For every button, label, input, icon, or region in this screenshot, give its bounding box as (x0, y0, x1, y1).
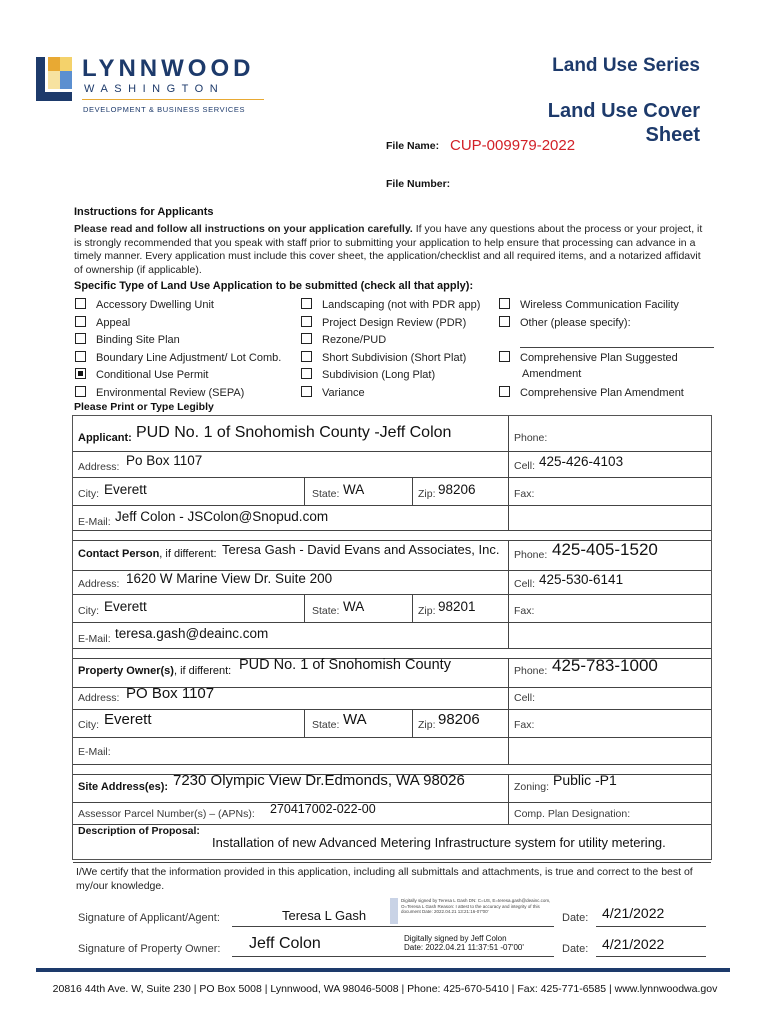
checkbox-rezone-pud[interactable]: Rezone/PUD (301, 333, 386, 346)
page-title-line1: Land Use Cover (547, 100, 700, 122)
applicant-phone-label: Phone: (514, 432, 548, 444)
contact-cell-label: Cell: (514, 578, 536, 590)
contact-phone-label: Phone: (514, 549, 548, 561)
applicant-zip[interactable]: 98206 (438, 482, 476, 497)
sig-applicant-line (232, 926, 554, 927)
date-applicant[interactable]: 4/21/2022 (602, 905, 665, 921)
owner-label-suffix: , if different: (173, 665, 232, 677)
date-owner[interactable]: 4/21/2022 (602, 936, 665, 952)
print-note: Please Print or Type Legibly (74, 401, 214, 413)
description-label: Description of Proposal: (78, 825, 200, 837)
applicant-cell[interactable]: 425-426-4103 (539, 454, 624, 469)
checkbox-variance[interactable]: Variance (301, 386, 365, 399)
contact-address-label: Address: (78, 578, 120, 590)
logo-divider (82, 99, 264, 100)
logo (36, 55, 276, 125)
checkbox-short-subdivision[interactable]: Short Subdivision (Short Plat) (301, 351, 466, 364)
checkbox-comp-plan-suggested[interactable]: Comprehensive Plan Suggested (499, 351, 678, 364)
owner-city-label: City: (78, 719, 99, 731)
sig-applicant-label: Signature of Applicant/Agent: (78, 912, 220, 924)
applicant-address-label: Address: (78, 461, 120, 473)
checkbox-icon[interactable] (499, 316, 510, 327)
checkbox-boundary-line-adjustment[interactable]: Boundary Line Adjustment/ Lot Comb. (75, 351, 281, 364)
checkbox-icon[interactable] (301, 316, 312, 327)
instructions-text: If you have any questions about the process or your project, it is strongly recommended that you speak with staff prior to submitting your application to help ensure that processing can advance in a timely manner. Every application must include this cover sheet, the application/checklist and all required items, and a notarized affidavit of ownership (if applicable). (74, 223, 703, 276)
logo-state: WASHINGTON (84, 83, 225, 95)
applicant-address[interactable]: Po Box 1107 (126, 453, 203, 468)
checkbox-icon[interactable] (75, 386, 86, 397)
checkbox-icon[interactable] (75, 333, 86, 344)
owner-email-label: E-Mail: (78, 746, 111, 758)
checkbox-project-design-review[interactable]: Project Design Review (PDR) (301, 316, 466, 329)
sig-applicant-name[interactable]: Teresa L Gash (282, 908, 367, 923)
owner-state-label: State: (312, 719, 340, 731)
contact-label-group (78, 548, 217, 560)
applicant-state-label: State: (312, 488, 340, 500)
owner-name[interactable]: PUD No. 1 of Snohomish County (239, 657, 451, 673)
applicant-state[interactable]: WA (343, 482, 365, 497)
contact-cell[interactable]: 425-530-6141 (539, 572, 624, 587)
comp-plan-label: Comp. Plan Designation: (514, 808, 631, 820)
checkbox-conditional-use-permit[interactable]: Conditional Use Permit (75, 368, 209, 381)
contact-city[interactable]: Everett (104, 599, 147, 614)
owner-fax-label: Fax: (514, 719, 535, 731)
checkbox-appeal[interactable]: Appeal (75, 316, 130, 329)
applicant-zip-label: Zip: (418, 488, 436, 500)
checkbox-icon[interactable] (75, 351, 86, 362)
checkbox-icon[interactable] (499, 298, 510, 309)
other-specify-line[interactable] (520, 347, 714, 348)
date-line-1 (596, 926, 706, 927)
owner-zip-label: Zip: (418, 719, 436, 731)
date-label-1: Date: (562, 912, 589, 924)
date-line-2 (596, 956, 706, 957)
contact-zip-label: Zip: (418, 605, 436, 617)
checkbox-icon[interactable] (301, 298, 312, 309)
checkbox-icon[interactable] (301, 351, 312, 362)
sig-owner-note1: Digitally signed by Jeff Colon (404, 934, 507, 943)
sig-owner-label: Signature of Property Owner: (78, 943, 221, 955)
contact-state[interactable]: WA (343, 599, 365, 614)
owner-zip[interactable]: 98206 (438, 711, 480, 728)
applicant-fax-label: Fax: (514, 488, 535, 500)
checkbox-subdivision-long-plat[interactable]: Subdivision (Long Plat) (301, 368, 435, 381)
owner-state[interactable]: WA (343, 711, 367, 728)
checkbox-icon[interactable] (301, 333, 312, 344)
applicant-label: Applicant: (78, 432, 132, 444)
contact-label-suffix: , if different: (159, 548, 217, 560)
applicant-email[interactable]: Jeff Colon - JSColon@Snopud.com (115, 509, 329, 524)
checkbox-environmental-review[interactable]: Environmental Review (SEPA) (75, 386, 244, 399)
date-label-2: Date: (562, 943, 589, 955)
owner-label: Property Owner(s) (78, 665, 174, 677)
contact-label: Contact Person (78, 548, 160, 560)
checkbox-other[interactable]: Other (please specify): (499, 316, 631, 329)
instructions-bold-lead: Please read and follow all instructions on your application carefully. (74, 223, 413, 235)
sig-owner-note2: Date: 2022.04.21 11:37:51 -07'00' (404, 943, 524, 952)
footer-bar (36, 968, 730, 972)
contact-phone[interactable]: 425-405-1520 (552, 540, 658, 559)
applicant-cell-label: Cell: (514, 460, 536, 472)
checkbox-icon[interactable] (301, 368, 312, 379)
file-name-value[interactable]: CUP-009979-2022 (450, 137, 576, 154)
sig-applicant-note: Digitally signed by Teresa L Gash DN: C=US, E=teresa.gash@deainc.com, O=Teresa L Gash Reason: I attest to the accuracy and integrity of this document Date: 2022.04.21 13:21:16-07'00' (401, 898, 551, 914)
applicant-city-label: City: (78, 488, 99, 500)
logo-dept: DEVELOPMENT & BUSINESS SERVICES (83, 105, 246, 114)
site-address[interactable]: 7230 Olympic View Dr.Edmonds, WA 98026 (173, 772, 465, 789)
checkbox-icon[interactable] (75, 298, 86, 309)
checkbox-icon[interactable] (499, 386, 510, 397)
site-address-label: Site Address(es): (78, 781, 169, 793)
contact-email-label: E-Mail: (78, 633, 111, 645)
sig-owner-name[interactable]: Jeff Colon (249, 935, 321, 952)
series-title: Land Use Series (552, 55, 700, 76)
apn-value[interactable]: 270417002-022-00 (270, 802, 376, 816)
owner-address-label: Address: (78, 692, 120, 704)
certify-text: I/We certify that the information provided in this application, including all submittals and attachments, is true and correct to the best of my/our knowledge. (76, 866, 693, 892)
owner-label-group (78, 665, 231, 677)
digital-signature-mark-icon (390, 898, 398, 924)
applicant-city[interactable]: Everett (104, 482, 147, 497)
zoning-label: Zoning: (514, 781, 550, 793)
checkbox-checked-icon[interactable] (75, 368, 86, 379)
owner-address[interactable]: PO Box 1107 (126, 685, 215, 702)
applicant-name[interactable]: PUD No. 1 of Snohomish County -Jeff Colon (136, 424, 452, 441)
owner-phone[interactable]: 425-783-1000 (552, 656, 658, 675)
instructions-heading: Instructions for Applicants (74, 206, 214, 218)
footer-text: 20816 44th Ave. W, Suite 230 | PO Box 5008 | Lynnwood, WA 98046-5008 | Phone: 425-670-5410 | Fax: 425-771-6585 | www.lynnwoodwa.gov (52, 983, 718, 995)
checkbox-icon[interactable] (75, 316, 86, 327)
page-title-line2: Sheet (645, 124, 700, 146)
checkbox-wireless-communication[interactable]: Wireless Communication Facility (499, 298, 679, 311)
file-name-label: File Name: (386, 140, 440, 152)
contact-name[interactable]: Teresa Gash - David Evans and Associates, Inc. (222, 542, 500, 557)
contact-fax-label: Fax: (514, 605, 535, 617)
description-value[interactable]: Installation of new Advanced Metering Infrastructure system for utility metering. (212, 835, 666, 850)
owner-city[interactable]: Everett (104, 711, 152, 728)
lynnwood-logo-mark-icon (36, 57, 72, 101)
file-number-label: File Number: (386, 178, 451, 190)
applicant-email-label: E-Mail: (78, 516, 111, 528)
app-types-heading: Specific Type of Land Use Application to be submitted (check all that apply): (74, 280, 474, 292)
comp-plan-suggested-line2: Amendment (522, 368, 582, 380)
sig-owner-line (232, 956, 554, 957)
contact-address[interactable]: 1620 W Marine View Dr. Suite 200 (126, 571, 333, 586)
zoning-value[interactable]: Public -P1 (553, 772, 617, 788)
owner-phone-label: Phone: (514, 665, 548, 677)
contact-city-label: City: (78, 605, 99, 617)
owner-cell-label: Cell: (514, 692, 536, 704)
checkbox-comp-plan-amendment[interactable]: Comprehensive Plan Amendment (499, 386, 684, 399)
checkbox-icon[interactable] (301, 386, 312, 397)
contact-state-label: State: (312, 605, 340, 617)
logo-name: LYNNWOOD (82, 55, 255, 82)
checkbox-icon[interactable] (499, 351, 510, 362)
contact-zip[interactable]: 98201 (438, 599, 476, 614)
checkbox-binding-site-plan[interactable]: Binding Site Plan (75, 333, 180, 346)
checkbox-accessory-dwelling-unit[interactable]: Accessory Dwelling Unit (75, 298, 214, 311)
contact-email[interactable]: teresa.gash@deainc.com (115, 626, 269, 641)
instructions-body (74, 223, 710, 277)
apn-label: Assessor Parcel Number(s) – (APNs): (78, 808, 255, 820)
checkbox-landscaping[interactable]: Landscaping (not with PDR app) (301, 298, 480, 311)
